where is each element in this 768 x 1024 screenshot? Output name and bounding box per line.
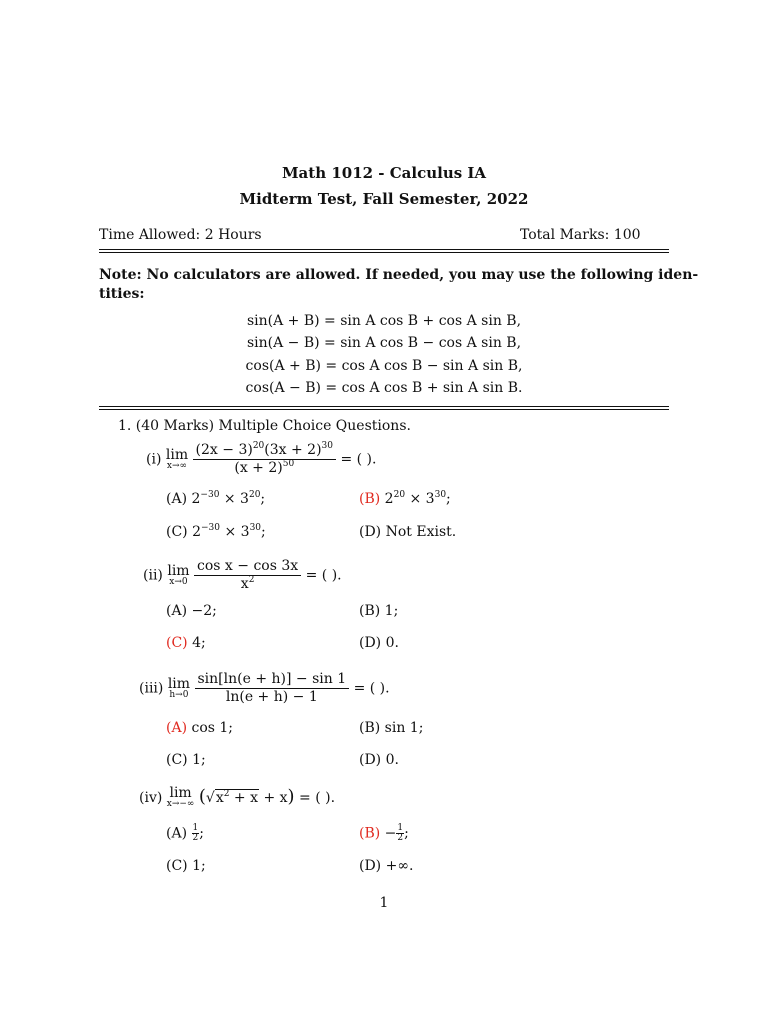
question-iii [139,671,390,706]
double-rule-top-1 [99,249,669,250]
identity-1: sin(A + B) = sin A cos B + cos A sin B, [246,313,522,329]
course-title: Math 1012 - Calculus IA [281,164,487,182]
note-line-2: tities: [99,286,145,302]
limit-expression: $(√x^2 + x + x)$ [198,786,295,807]
option-c: (C) $2^{-30} \times 3^{30}$; [166,523,266,540]
fraction-numerator: sin[ln(e + h)] − sin 1 [195,671,350,689]
question-label: (i) [146,451,162,468]
question-label: (ii) [143,567,163,584]
option-c: (C) 4; [166,635,206,651]
limit-fraction [195,671,350,706]
answer-highlight: (C) [166,635,188,651]
identity-3: cos(A + B) = cos A cos B − sin A sin B, [245,358,523,374]
option-b: (B) $2^{20} \times 3^{30}$; [359,490,451,507]
option-d: (D) 0. [359,752,399,768]
sqrt-symbol: √ [205,790,215,806]
answer-highlight: (B) [359,825,381,842]
option-d: (D) +∞. [359,858,414,874]
option-c: (C) 1; [166,858,206,874]
double-rule-bottom-2 [99,409,669,410]
half-fraction: $\frac{1}{2}$ [192,823,199,843]
half-fraction: $\frac{1}{2}$ [397,823,404,843]
time-allowed: Time Allowed: 2 Hours [99,227,262,243]
sqrt-radicand: $x^2 + x$ [215,789,258,806]
exam-title: Midterm Test, Fall Semester, 2022 [239,190,529,208]
limit-subscript: x→0 [169,576,188,587]
answer-blank: = ( ). [299,790,336,806]
option-a: (A) −2; [166,603,217,619]
limit-operator: lim h→0 [167,675,191,700]
option-c: (C) 1; [166,752,206,768]
question-label: (iv) [139,790,163,806]
option-d: (D) Not Exist. [359,524,457,540]
question-label: (iii) [139,680,164,697]
limit-subscript: h→0 [169,689,189,700]
option-a: (A) cos 1; [166,720,234,736]
page-number: 1 [379,895,389,911]
limit-subscript: x→−∞ [166,799,195,809]
question-iv [139,786,335,809]
option-d: (D) 0. [359,635,399,651]
identity-4: cos(A − B) = cos A cos B + sin A sin B. [245,380,523,396]
fraction-denominator: $(x + 2)^{50}$ [234,459,295,476]
question-ii [143,558,342,593]
double-rule-bottom-1 [99,406,669,407]
identity-2: sin(A − B) = sin A cos B − cos A sin B, [246,335,522,351]
limit-operator: lim x→−∞ [166,785,195,809]
limit-subscript: x→∞ [166,460,188,471]
option-b: (B) 1; [359,603,399,619]
option-a: (A) $\frac{1}{2}$ ; [166,823,204,843]
option-b: (B) sin 1; [359,720,424,736]
option-b: (B) − $\frac{1}{2}$ ; [359,823,409,843]
question-i [146,442,376,477]
answer-blank: = ( ). [353,680,390,697]
double-rule-top-2 [99,252,669,253]
fraction-denominator: ln(e + h) − 1 [225,689,318,705]
answer-highlight: (B) [359,491,381,507]
section-heading: 1. (40 Marks) Multiple Choice Questions. [118,418,411,434]
limit-fraction [193,442,336,477]
limit-operator: lim x→∞ [165,446,189,471]
fraction-denominator: $x^2$ [240,575,255,592]
fraction-numerator: cos x − cos 3x [194,558,301,576]
answer-blank: = ( ). [305,567,342,584]
limit-operator: lim x→0 [167,562,190,587]
answer-blank: = ( ). [340,451,377,468]
answer-highlight: (A) [166,720,188,736]
note-line-1: Note: No calculators are allowed. If needed, you may use the following iden- [99,267,699,283]
fraction-numerator: $(2x - 3)^{20}(3x + 2)^{30}$ [193,442,336,460]
option-a: (A) $2^{-30} \times 3^{20}$; [166,490,266,507]
limit-fraction [194,558,301,593]
total-marks: Total Marks: 100 [520,227,641,243]
